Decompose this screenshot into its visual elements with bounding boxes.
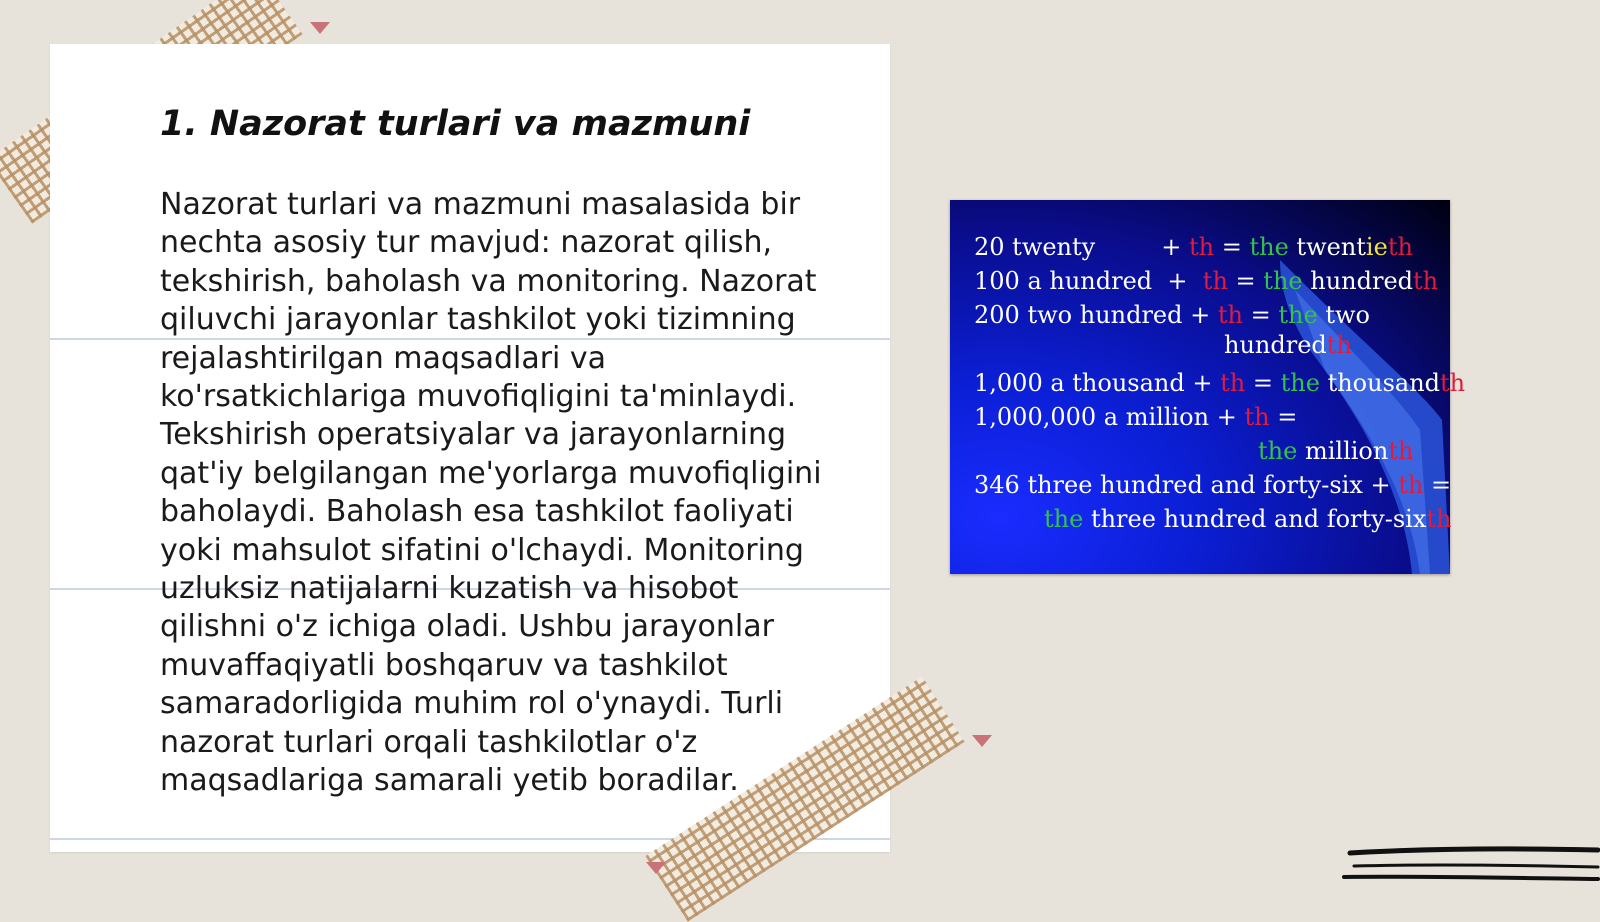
plus-sign: + bbox=[1190, 301, 1211, 329]
article-the: the bbox=[1278, 301, 1318, 329]
suffix-th: th bbox=[1188, 233, 1215, 261]
decorative-brush-strokes bbox=[1340, 840, 1600, 890]
ordinal-result: two bbox=[1325, 301, 1370, 329]
suffix-th: th bbox=[1244, 403, 1270, 431]
suffix-th: th bbox=[1220, 369, 1246, 397]
equals-sign: = bbox=[1277, 403, 1298, 431]
ordinal-line-200-cont bbox=[974, 332, 1444, 358]
ordinal-lines bbox=[974, 230, 1466, 536]
body-paragraph: Nazorat turlari va mazmuni masalasida bir nechta asosiy tur mavjud: nazorat qilish, tekshirish, baholash va monitoring. Nazorat qiluvchi jarayonlar tashkilot yoki tizimning rejalashtirilgan maqsadlari va ko'rsatkichlariga muvofiqligini ta'minlaydi. Tekshirish operatsiyalar va jarayonlarning qat'iy belgilangan me'yorlarga muvofiqligini baholaydi. Baholash esa tashkilot faoliyati yoki mahsulot sifatini o'lchaydi. Monitoring uzluksiz natijalarni kuzatish va hisobot qilishni o'z ichiga oladi. Ushbu jarayonlar muvaffaqiyatli boshqaruv va tashkilot samaradorligida muhim rol o'ynaydi. Turli nazorat turlari orqali tashkilotlar o'z maqsadlariga samarali yetib boradilar. bbox=[160, 187, 822, 799]
ordinal-line-1000000 bbox=[974, 400, 1444, 434]
plus-sign: + bbox=[1161, 233, 1182, 261]
equals-sign: = bbox=[1252, 369, 1273, 397]
article-the: the bbox=[1258, 437, 1298, 465]
number-word: 100 a hundred bbox=[974, 267, 1153, 295]
number-word: 20 twenty bbox=[974, 233, 1096, 261]
tape-tip-bottom-right bbox=[972, 735, 992, 747]
suffix-th: th bbox=[1398, 471, 1424, 499]
ordinal-line-1000 bbox=[974, 366, 1466, 400]
ordinal-result: thousand bbox=[1327, 369, 1441, 397]
plus-sign: + bbox=[1192, 369, 1213, 397]
suffix-th: th bbox=[1413, 267, 1439, 295]
ordinal-line-200 bbox=[974, 298, 1444, 332]
ordinal-result: hundred bbox=[1224, 331, 1327, 359]
article-the: the bbox=[1263, 267, 1303, 295]
suffix-th: th bbox=[1388, 437, 1414, 465]
suffix-th: th bbox=[1217, 301, 1243, 329]
tape-tip-top bbox=[310, 22, 330, 34]
equals-sign: = bbox=[1250, 301, 1271, 329]
number-word: 1,000,000 a million bbox=[974, 403, 1210, 431]
article-the: the bbox=[1044, 505, 1084, 533]
ordinal-line-346 bbox=[974, 468, 1452, 502]
article-the: the bbox=[1249, 233, 1289, 261]
number-word: 1,000 a thousand bbox=[974, 369, 1185, 397]
ordinal-line-20 bbox=[974, 230, 1444, 264]
number-word: 200 two hundred bbox=[974, 301, 1183, 329]
article-the: the bbox=[1280, 369, 1320, 397]
ordinal-result: million bbox=[1304, 437, 1389, 465]
ordinal-result: twent bbox=[1296, 233, 1366, 261]
ordinal-line-346-cont bbox=[974, 502, 1452, 536]
ordinal-result: three hundred and forty-six bbox=[1090, 505, 1427, 533]
plus-sign: + bbox=[1216, 403, 1237, 431]
number-word: 346 three hundred and forty-six bbox=[974, 471, 1363, 499]
plus-sign: + bbox=[1370, 471, 1391, 499]
equals-sign: = bbox=[1431, 471, 1452, 499]
page-title: 1. Nazorat turlari va mazmuni bbox=[160, 104, 751, 144]
equals-sign: = bbox=[1221, 233, 1242, 261]
ordinal-line-1000000-cont bbox=[974, 434, 1444, 468]
ending-ie: ie bbox=[1365, 233, 1388, 261]
suffix-th: th bbox=[1426, 505, 1452, 533]
suffix-th: th bbox=[1440, 369, 1466, 397]
ordinal-line-100 bbox=[974, 264, 1444, 298]
ordinal-result: hundred bbox=[1310, 267, 1414, 295]
suffix-th: th bbox=[1326, 331, 1352, 359]
equals-sign: = bbox=[1235, 267, 1256, 295]
plus-sign: + bbox=[1167, 267, 1188, 295]
suffix-th: th bbox=[1202, 267, 1228, 295]
tape-tip-bottom-left bbox=[646, 862, 666, 874]
ordinal-numbers-slide bbox=[950, 200, 1466, 574]
suffix-th: th bbox=[1387, 233, 1413, 261]
